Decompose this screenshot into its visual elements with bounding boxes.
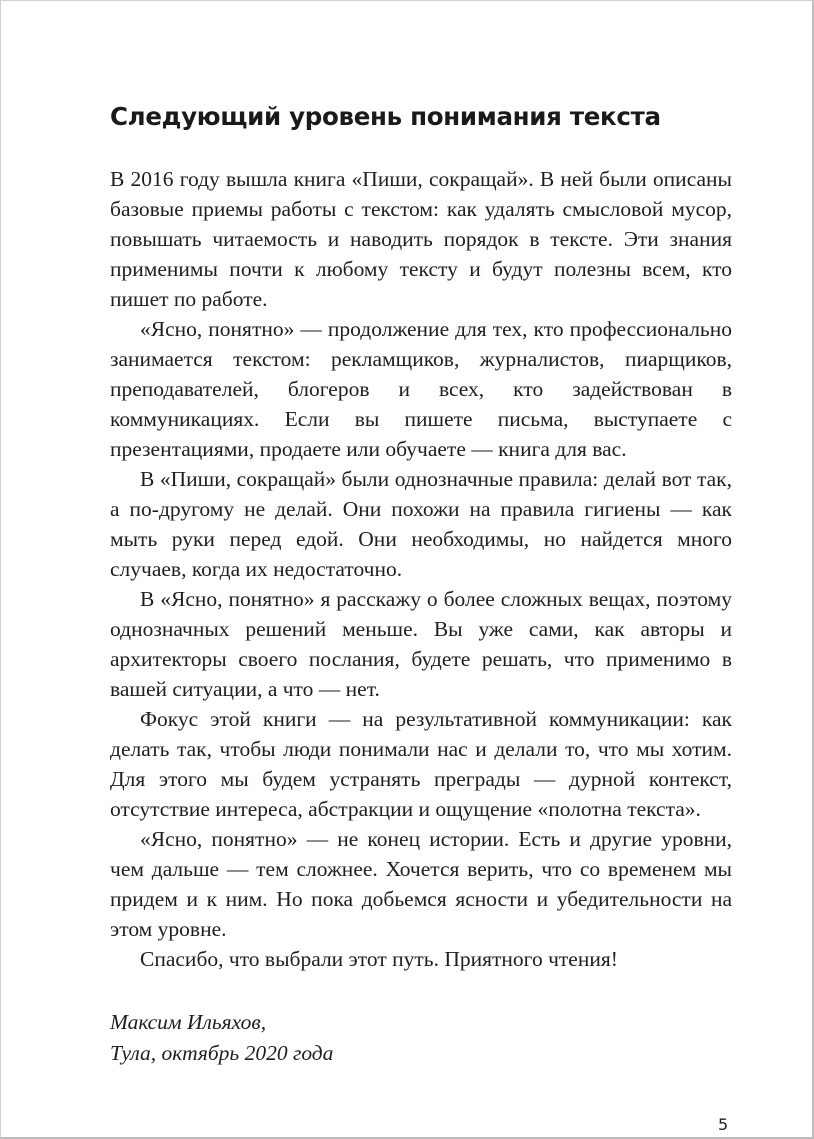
paragraph-7: Спасибо, что выбрали этот путь. Приятного чтения!: [140, 947, 618, 971]
body-text: [110, 164, 732, 974]
author-signature: [110, 1007, 333, 1069]
signature-place-date: Тула, октябрь 2020 года: [110, 1041, 334, 1065]
paragraph-2: «Ясно, понятно» — продолжение для тех, кто профессионально занимается текстом: рекламщиков, журналистов, пиарщиков, преподавателей, блогеров и всех, кто задействован в коммуникациях. Если вы пишете письма, выступаете с презентациями, продаете или обучаете — книга для вас.: [110, 317, 732, 461]
paragraph-6: «Ясно, понятно» — не конец истории. Есть и другие уровни, чем дальше — тем сложнее. Хочется верить, что со временем мы придем и к ним. Но пока добьемся ясности и убедительности на этом уровне.: [110, 827, 732, 941]
paragraph-4: В «Ясно, понятно» я расскажу о более сложных вещах, поэтому однозначных решений меньше. Вы уже сами, как авторы и архитекторы своего послания, будете решать, что применимо в вашей ситуации, а что — нет.: [110, 587, 732, 701]
paragraph-1: В 2016 году вышла книга «Пиши, сокращай». В ней были описаны базовые приемы работы с текстом: как удалять смысловой мусор, повышать читаемость и наводить порядок в тексте. Эти знания применимы почти к любому тексту и будут полезны всем, кто пишет по работе.: [110, 167, 732, 311]
page-heading: Следующий уровень понимания текста: [110, 102, 661, 131]
page-number: 5: [718, 1115, 729, 1134]
signature-author: Максим Ильяхов,: [110, 1010, 267, 1034]
paragraph-5: Фокус этой книги — на результативной коммуникации: как делать так, чтобы люди понимали нас и делали то, что мы хотим. Для этого мы будем устранять преграды — дурной контекст, отсутствие интереса, абстракции и ощущение «полотна текста».: [110, 707, 732, 821]
paragraph-3: В «Пиши, сокращай» были однозначные правила: делай вот так, а по-другому не делай. Они похожи на правила гигиены — как мыть руки перед едой. Они необходимы, но найдется много случаев, когда их недостаточно.: [110, 467, 732, 581]
